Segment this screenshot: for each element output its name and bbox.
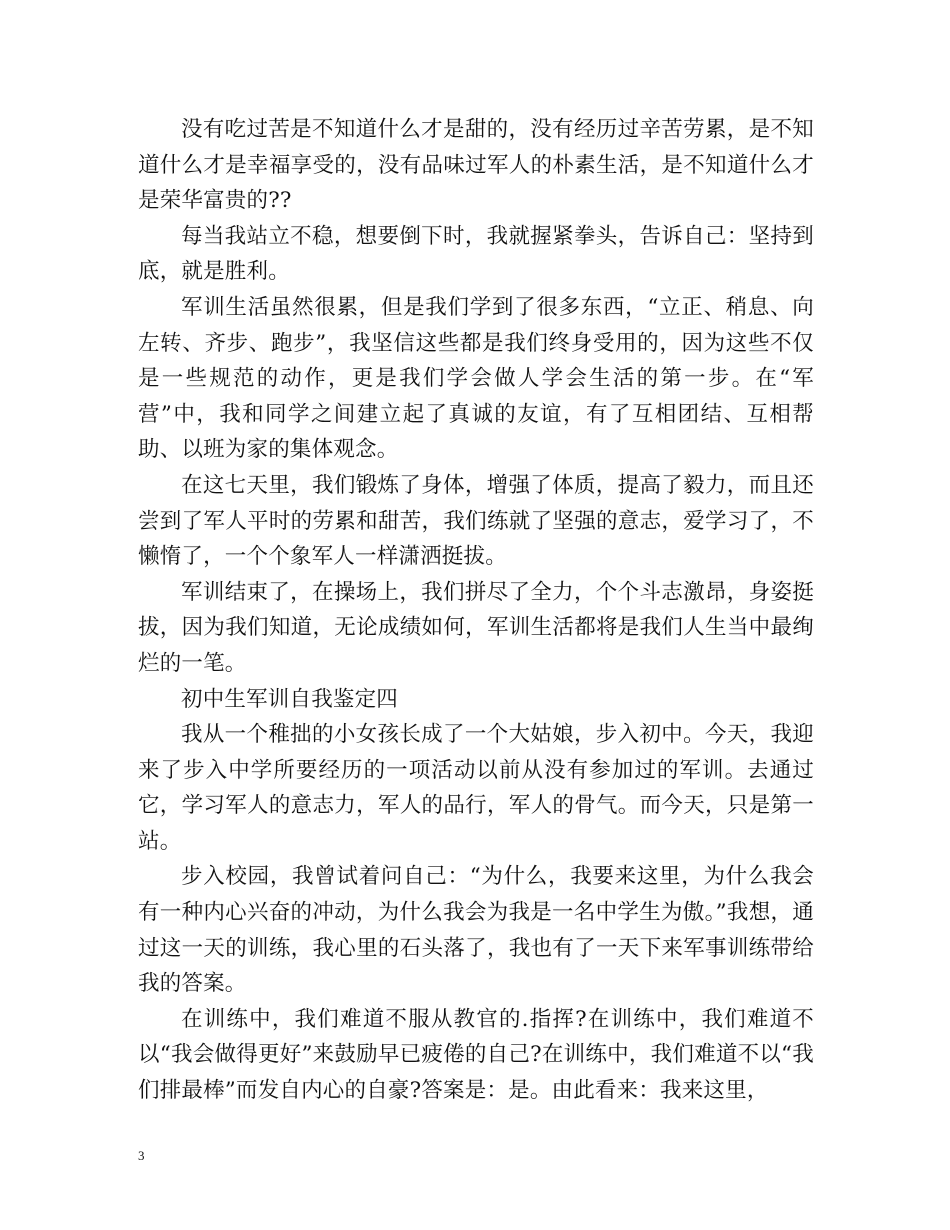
paragraph-8: 在训练中，我们难道不服从教官的.指挥?在训练中，我们难道不以“我会做得更好”来鼓励早已疲倦的自己?在训练中，我们难道不以“我们排最棒”而发自内心的自豪?答案是：是。由此看来：我来这里， <box>138 1006 814 1104</box>
page-number: 3 <box>138 1148 145 1163</box>
paragraph-5: 军训结束了，在操场上，我们拼尽了全力，个个斗志激昂，身姿挺拔，因为我们知道，无论成绩如何，军训生活都将是我们人生当中最绚烂的一笔。 <box>138 579 814 676</box>
paragraph-3: 军训生活虽然很累，但是我们学到了很多东西，“立正、稍息、向左转、齐步、跑步”，我坚信这些都是我们终身受用的，因为这些不仅是一些规范的动作，更是我们学会做人学会生活的第一步。在“军营”中，我和同学之间建立起了真诚的友谊，有了互相团结、互相帮助、以班为家的集体观念。 <box>138 294 814 463</box>
paragraph-7: 步入校园，我曾试着问自己：“为什么，我要来这里，为什么我会有一种内心兴奋的冲动，为什么我会为我是一名中学生为傲。”我想，通过这一天的训练，我心里的石头落了，我也有了一天下来军事训练带给我的答案。 <box>138 864 814 997</box>
document-body <box>138 112 814 1109</box>
paragraph-2: 每当我站立不稳，想要倒下时，我就握紧拳头，告诉自己：坚持到底，就是胜利。 <box>138 223 814 285</box>
paragraph-1: 没有吃过苦是不知道什么才是甜的，没有经历过辛苦劳累，是不知道什么才是幸福享受的，没有品味过军人的朴素生活，是不知道什么才是荣华富贵的?? <box>138 117 814 214</box>
paragraph-4: 在这七天里，我们锻炼了身体，增强了体质，提高了毅力，而且还尝到了军人平时的劳累和甜苦，我们练就了坚强的意志，爱学习了，不懒惰了，一个个象军人一样潇洒挺拔。 <box>138 472 814 570</box>
paragraph-6: 我从一个稚拙的小女孩长成了一个大姑娘，步入初中。今天，我迎来了步入中学所要经历的一项活动以前从没有参加过的军训。去通过它，学习军人的意志力，军人的品行，军人的骨气。而今天，只是第一站。 <box>138 722 814 854</box>
section-heading: 初中生军训自我鉴定四 <box>181 686 399 712</box>
